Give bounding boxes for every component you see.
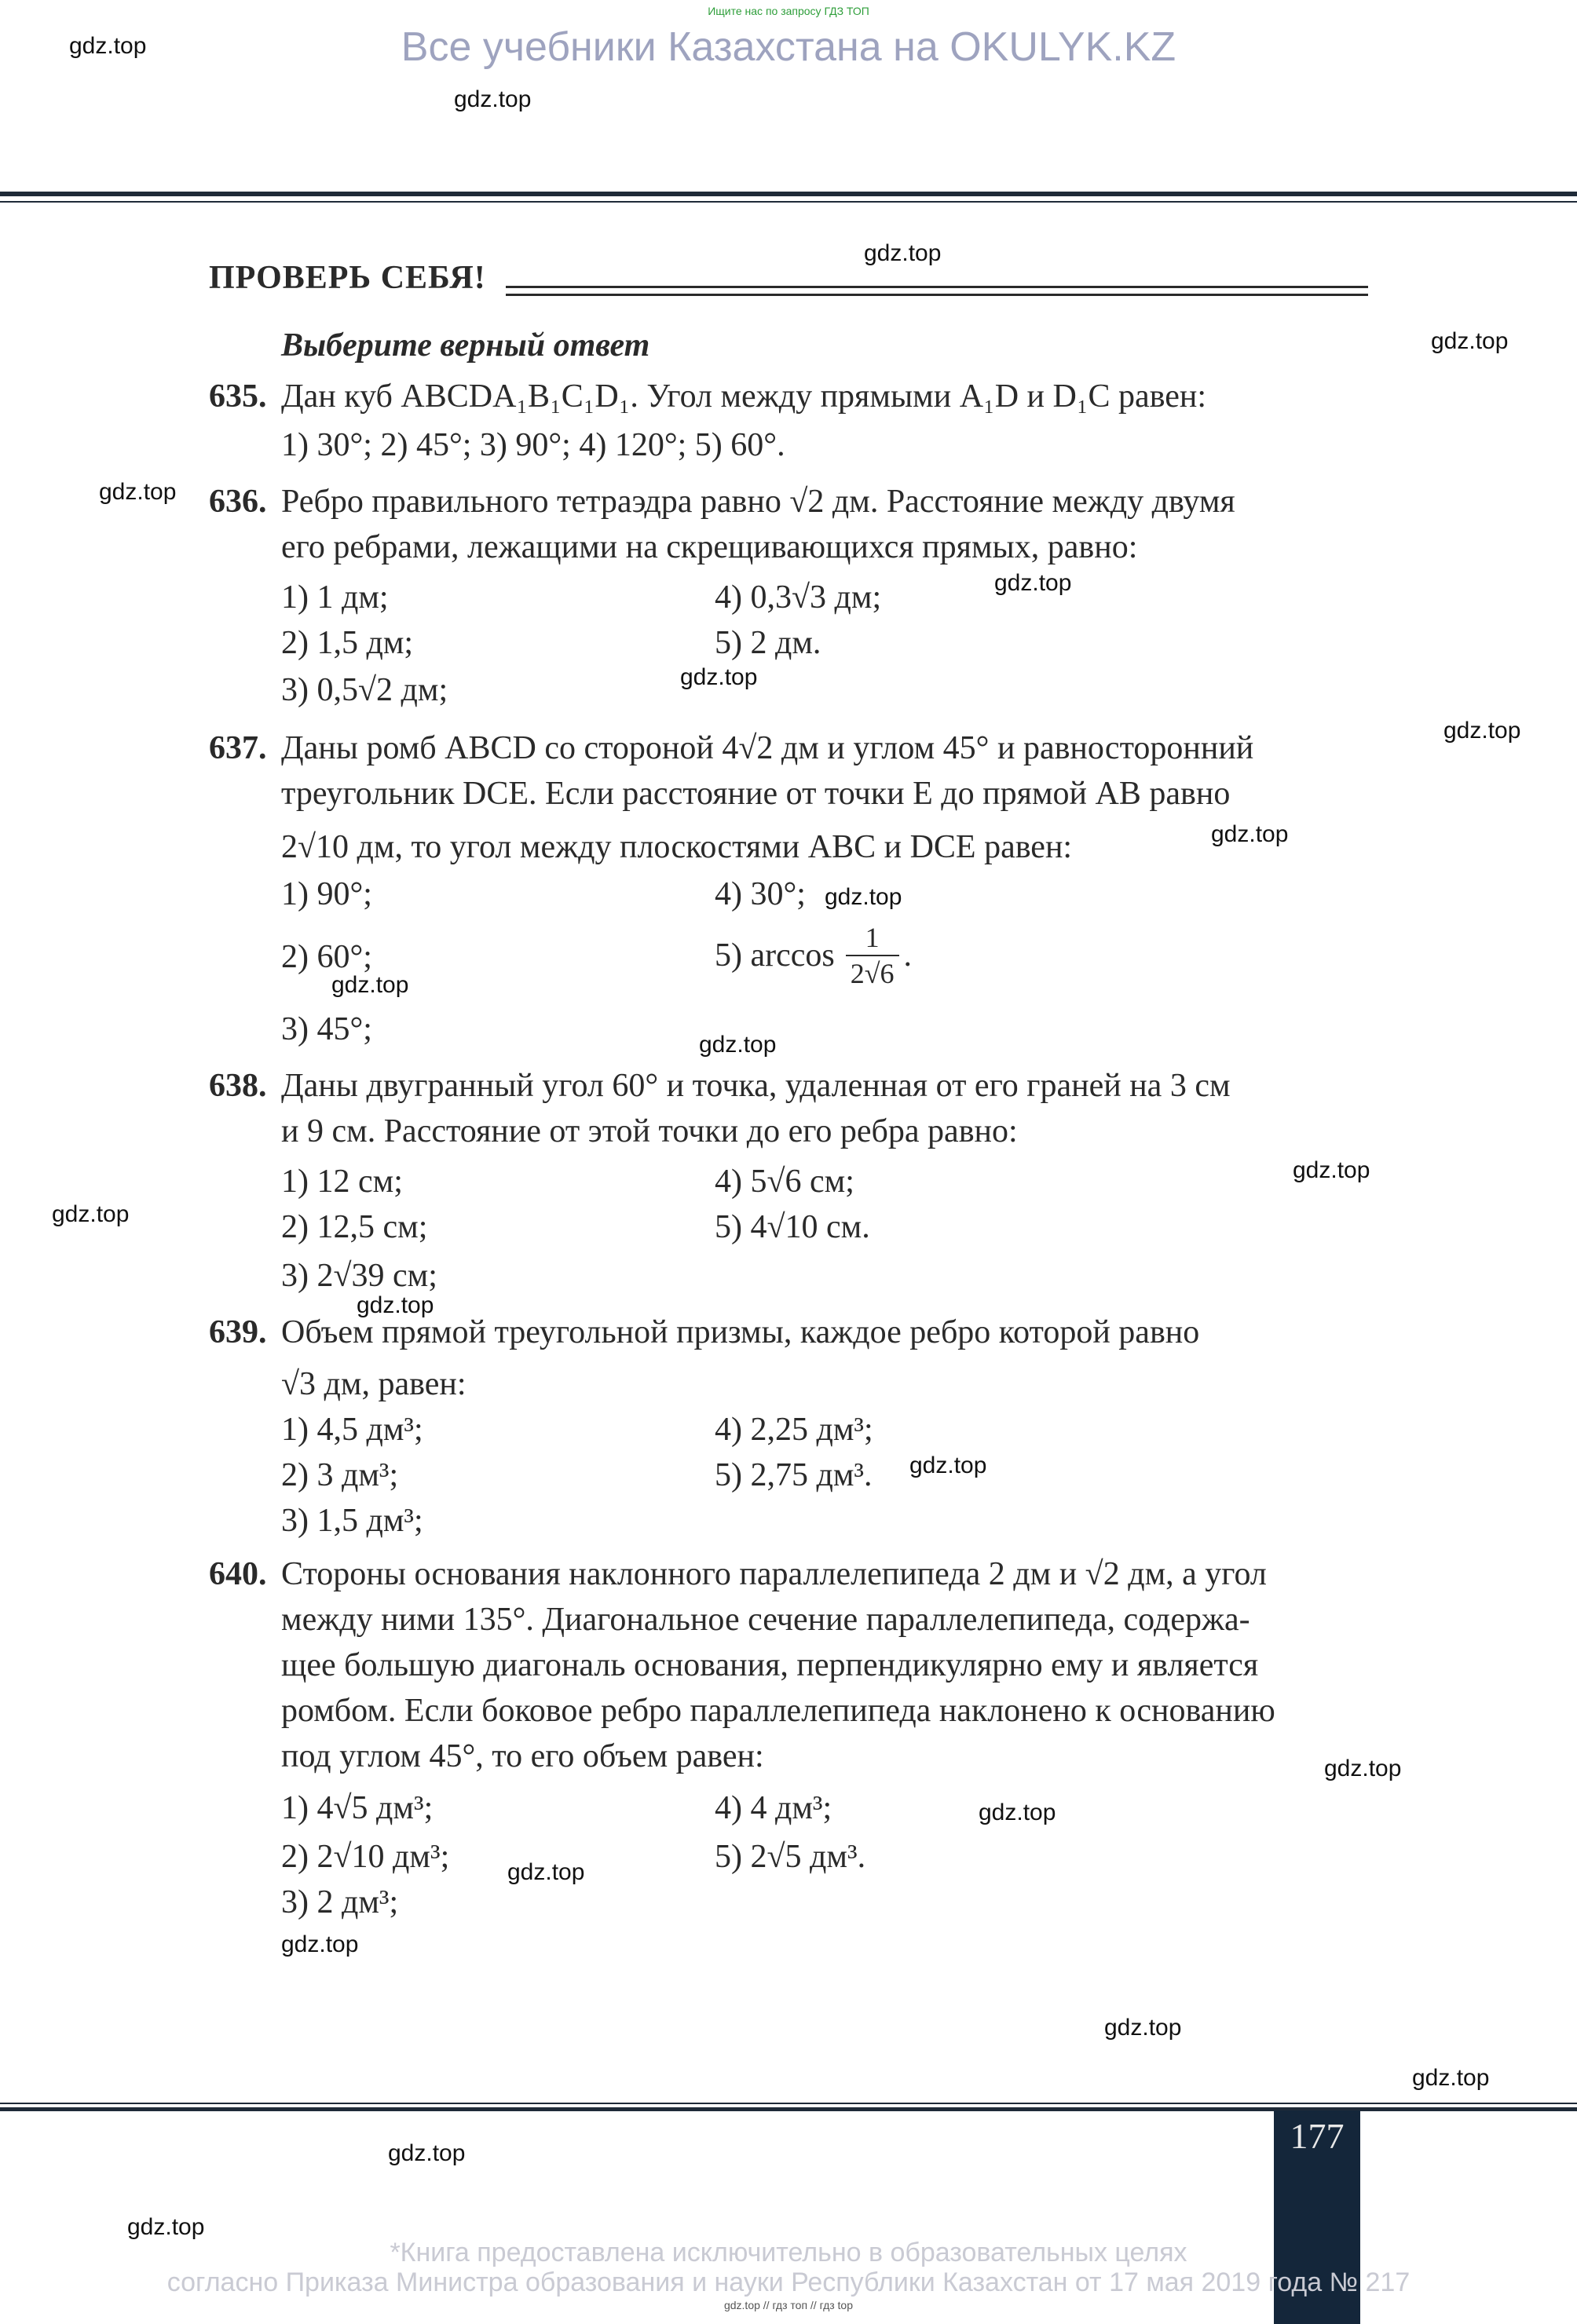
- watermark: gdz.top: [909, 1452, 987, 1478]
- watermark: gdz.top: [507, 1859, 585, 1885]
- watermark: gdz.top: [825, 884, 902, 910]
- watermark: gdz.top: [1211, 821, 1289, 847]
- section-title-line: [506, 294, 1368, 296]
- problem-number: 638.: [209, 1068, 267, 1104]
- problem-text: треугольник DCE. Если расстояние от точки E до прямой AB равно: [281, 776, 1231, 812]
- watermark: gdz.top: [1431, 328, 1509, 354]
- watermark: gdz.top: [69, 33, 147, 59]
- problem-number: 640.: [209, 1556, 267, 1592]
- problem-text: Даны двугранный угол 60° и точка, удаленная от его граней на 3 см: [281, 1068, 1231, 1104]
- problem-text: 2√10 дм, то угол между плоскостями ABC и DCE равен:: [281, 829, 1073, 865]
- answer-option: 2) 12,5 см;: [281, 1209, 428, 1245]
- problem-text: под углом 45°, то его объем равен:: [281, 1738, 764, 1774]
- footer-tiny-links[interactable]: gdz.top // гдз топ // гдз top: [723, 2299, 854, 2311]
- answer-option: 3) 2√39 см;: [281, 1258, 437, 1294]
- arccos-period: .: [903, 937, 913, 974]
- problem-text: Объем прямой треугольной призмы, каждое ребро которой равно: [281, 1314, 1200, 1350]
- section-title: ПРОВЕРЬ СЕБЯ!: [209, 260, 486, 296]
- answer-option: 4) 5√6 см;: [715, 1164, 854, 1200]
- fraction: [846, 923, 899, 988]
- arccos-label: 5) arccos: [715, 937, 835, 974]
- problem-text: Стороны основания наклонного параллелепипеда 2 дм и √2 дм, а угол: [281, 1556, 1267, 1592]
- answer-option: 3) 1,5 дм³;: [281, 1503, 423, 1539]
- watermark: gdz.top: [1324, 1756, 1402, 1781]
- answer-option: 5) 2 дм.: [715, 625, 821, 661]
- problem-number: 636.: [209, 484, 267, 520]
- answer-option: 3) 2 дм³;: [281, 1884, 399, 1920]
- answer-option: 1) 4√5 дм³;: [281, 1790, 434, 1826]
- problem-text: между ними 135°. Диагональное сечение параллелепипеда, содержа-: [281, 1602, 1250, 1638]
- answer-option: 4) 4 дм³;: [715, 1790, 832, 1826]
- watermark: gdz.top: [454, 86, 532, 112]
- watermark: gdz.top: [1412, 2065, 1490, 2091]
- problem-number: 635.: [209, 378, 267, 415]
- problem-text: и 9 см. Расстояние от этой точки до его ребра равно:: [281, 1113, 1018, 1149]
- watermark: gdz.top: [1443, 718, 1521, 744]
- problem-text: щее большую диагональ основания, перпендикулярно ему и является: [281, 1647, 1259, 1683]
- problem-text: Даны ромб ABCD со стороной 4√2 дм и углом 45° и равносторонний: [281, 730, 1254, 766]
- answer-option: 5) 2,75 дм³.: [715, 1457, 873, 1493]
- answer-option: 1) 1 дм;: [281, 579, 389, 616]
- section-title-line: [506, 286, 1368, 288]
- search-hint: Ищите нас по запросу ГДЗ ТОП: [708, 5, 869, 17]
- answer-option: 2) 3 дм³;: [281, 1457, 399, 1493]
- fraction-denominator: 2√6: [850, 958, 895, 989]
- answer-option: 1) 12 см;: [281, 1164, 403, 1200]
- answer-option: 3) 0,5√2 дм;: [281, 672, 448, 708]
- top-rule-thick: [0, 192, 1577, 196]
- watermark: gdz.top: [1293, 1157, 1370, 1183]
- answer-option: 4) 30°;: [715, 876, 806, 912]
- watermark: gdz.top: [127, 2214, 205, 2240]
- answer-option: 1) 4,5 дм³;: [281, 1412, 423, 1448]
- fraction-bar: [846, 955, 899, 956]
- watermark: gdz.top: [979, 1800, 1056, 1825]
- watermark: gdz.top: [680, 664, 758, 690]
- answer-option: 5) 2√5 дм³.: [715, 1839, 866, 1875]
- watermark: gdz.top: [331, 972, 409, 998]
- problem-number: 637.: [209, 730, 267, 766]
- page-number: 177: [1290, 2116, 1345, 2156]
- problem-text: Ребро правильного тетраэдра равно √2 дм. Расстояние между двумя: [281, 484, 1235, 520]
- watermark: gdz.top: [281, 1931, 359, 1957]
- answer-option: 4) 2,25 дм³;: [715, 1412, 873, 1448]
- answer-option: 4) 0,3√3 дм;: [715, 579, 882, 616]
- problem-text: Дан куб ABCDA₁B₁C₁D₁. Угол между прямыми A₁D и D₁C равен:: [281, 378, 1207, 415]
- watermark: gdz.top: [52, 1201, 130, 1227]
- answer-option: 2) 2√10 дм³;: [281, 1839, 450, 1875]
- watermark: gdz.top: [699, 1032, 777, 1058]
- watermark: gdz.top: [388, 2140, 466, 2166]
- top-rule-thin: [0, 201, 1577, 203]
- instruction: Выберите верный ответ: [281, 327, 650, 364]
- problem-text: √3 дм, равен:: [281, 1366, 467, 1402]
- problem-text: ромбом. Если боковое ребро параллелепипеда наклонено к основанию: [281, 1693, 1275, 1729]
- answer-option: 2) 60°;: [281, 939, 372, 975]
- answer-option: 1) 90°;: [281, 876, 372, 912]
- answer-option: 5) 4√10 см.: [715, 1209, 870, 1245]
- bottom-rule-thin: [0, 2103, 1577, 2104]
- problem-number: 639.: [209, 1314, 267, 1350]
- answer-option-arccos: [715, 923, 912, 988]
- answer-options: 1) 30°; 2) 45°; 3) 90°; 4) 120°; 5) 60°.: [281, 427, 785, 463]
- watermark: gdz.top: [99, 479, 177, 505]
- footer-disclaimer-line2: согласно Приказа Министра образования и науки Республики Казахстан от 17 мая 2019 года № 217: [166, 2267, 1411, 2297]
- problem-text: его ребрами, лежащими на скрещивающихся прямых, равно:: [281, 529, 1138, 565]
- watermark: gdz.top: [864, 240, 942, 266]
- watermark: gdz.top: [1104, 2015, 1182, 2041]
- watermark: gdz.top: [357, 1292, 434, 1318]
- answer-option: 2) 1,5 дм;: [281, 625, 414, 661]
- watermark: gdz.top: [994, 570, 1072, 596]
- answer-option: 3) 45°;: [281, 1011, 372, 1047]
- site-title[interactable]: Все учебники Казахстана на OKULYK.KZ: [401, 24, 1176, 70]
- fraction-numerator: 1: [865, 922, 880, 953]
- footer-disclaimer-line1: *Книга предоставлена исключительно в образовательных целях: [390, 2238, 1187, 2267]
